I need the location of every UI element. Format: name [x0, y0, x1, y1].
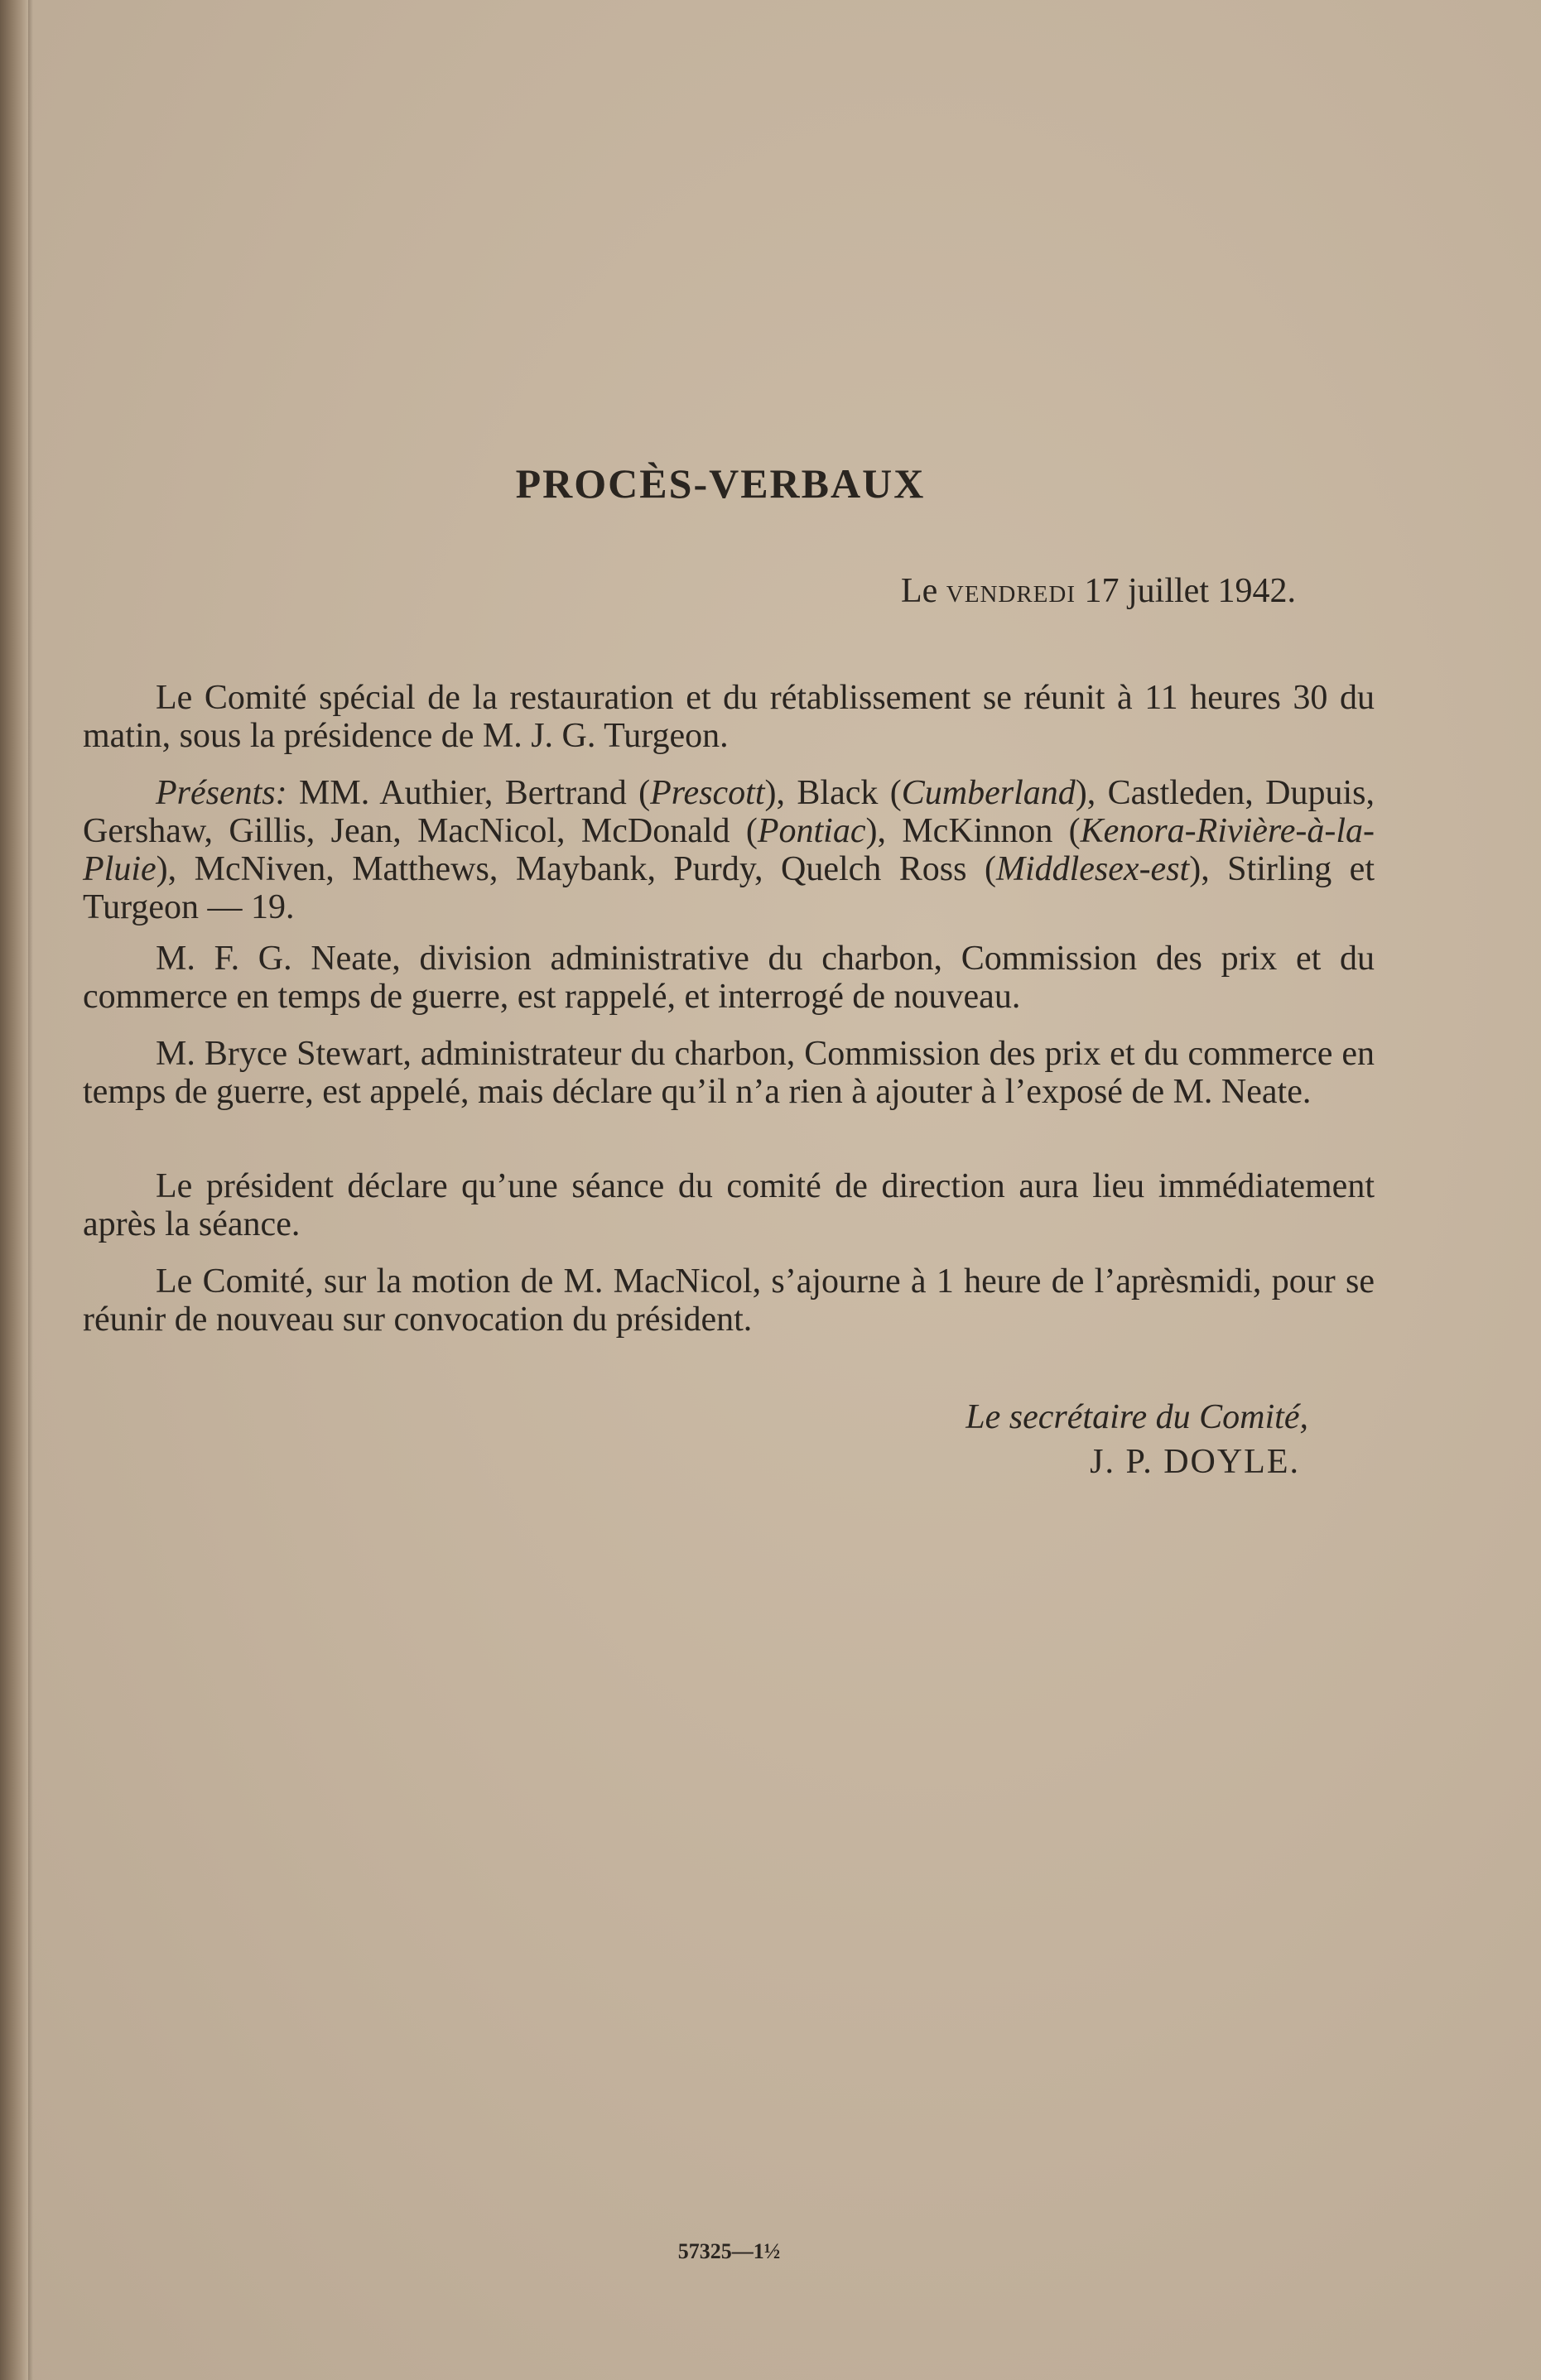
- book-binding-edge: [0, 0, 28, 2380]
- paragraph-neate: M. F. G. Neate, division administrative du charbon, Commission des prix et du commerce en temps de guerre, est rappelé, et interrogé de nouveau.: [83, 940, 1375, 1016]
- riding-name: Kenora-Rivière-à-la-Pluie: [83, 812, 1375, 888]
- signature-name: J. P. DOYLE.: [1090, 1443, 1300, 1481]
- attendance-text: ), Stirling et Turgeon — 19.: [83, 850, 1375, 926]
- attendance-label: Présents:: [156, 774, 287, 812]
- riding-name: Middlesex-est: [995, 850, 1190, 888]
- paragraph-president: Le président déclare qu’une séance du comité de direction aura lieu immédiatement après la séance.: [83, 1167, 1375, 1243]
- paragraph-attendance: [83, 774, 1375, 926]
- attendance-text: ), McNiven, Matthews, Maybank, Purdy, Quelch Ross (: [156, 850, 996, 888]
- signature-block: [83, 1395, 1308, 1484]
- riding-name: Prescott: [650, 774, 765, 812]
- signature-role: Le secrétaire du Comité,: [966, 1398, 1308, 1436]
- date-weekday: vendredi: [946, 572, 1076, 610]
- paragraph-stewart: M. Bryce Stewart, administrateur du charbon, Commission des prix et du commerce en temps de guerre, est appelé, mais déclare qu’il n’a rien à ajouter à l’exposé de M. Neate.: [83, 1035, 1375, 1111]
- paragraph-adjournment: Le Comité, sur la motion de M. MacNicol, s’ajourne à 1 heure de l’aprèsmidi, pour se réunir de nouveau sur convocation du président.: [83, 1262, 1375, 1339]
- riding-name: Pontiac: [757, 812, 866, 850]
- attendance-text: ), Black (: [764, 774, 902, 812]
- attendance-text: MM. Authier, Bertrand (: [287, 774, 651, 812]
- riding-name: Cumberland: [901, 774, 1076, 812]
- binding-shadow: [28, 0, 33, 2380]
- attendance-text: ), Castleden, Dupuis, Gershaw, Gillis, Jean, MacNicol, McDonald (: [83, 774, 1375, 850]
- print-reference: 57325—1½: [677, 2239, 781, 2263]
- date-prefix: Le: [901, 572, 946, 610]
- meeting-date: [83, 571, 1296, 611]
- paragraph-opening: Le Comité spécial de la restauration et du rétablissement se réunit à 11 heures 30 du matin, sous la présidence de M. J. G. Turgeon.: [83, 679, 1375, 755]
- page-title: PROCÈS-VERBAUX: [515, 460, 926, 507]
- date-rest: 17 juillet 1942.: [1076, 572, 1296, 610]
- attendance-text: ), McKinnon (: [865, 812, 1081, 850]
